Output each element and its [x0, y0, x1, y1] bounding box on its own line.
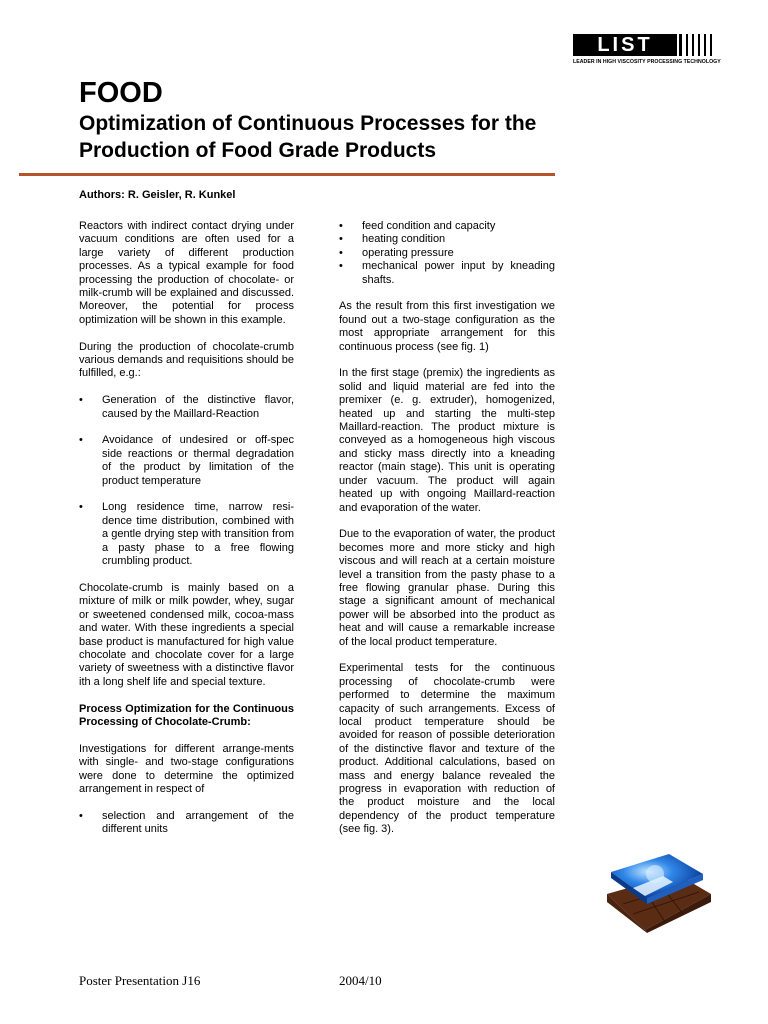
title-divider: [19, 173, 555, 176]
list-item: • operating pressure: [339, 246, 454, 259]
chocolate-product-image: [603, 848, 713, 933]
authors-line: Authors: R. Geisler, R. Kunkel: [79, 189, 236, 201]
footer-date: 2004/10: [339, 973, 382, 988]
left-column: [79, 220, 294, 850]
criteria-list-continued: [339, 220, 555, 287]
crumb-paragraph: Chocolate-crumb is mainly based on a mixture of milk or milk powder, whey, sugar or sweetened condensed milk, cocoa-mass and water. With these ingredients a special base product is manufactured for high value chocolate and chocolate cover for a large variety of sweetness with a distinctive flavor ith a long shelf life and special texture.: [79, 581, 294, 688]
result-paragraph: As the result from this first investigation we found out a two-stage configuration as the most appropriate arrangement for this continuous process (see fig. 1): [339, 300, 555, 353]
experimental-paragraph: Experimental tests for the continuous processing of chocolate-crumb were performed to determine the maximum capacity of such arrangements. Excess of local product temperature should be avoided for reason of possible deterioration of the distinctive flavor and texture of the product. Additional calculations, based on mass and energy balance revealed the progress in evaporation with reduction of the product moisture and the local dependency of the product temperature (see fig. 3).: [339, 662, 555, 836]
list-item: • mechanical power input by kneading shafts.: [339, 260, 555, 286]
category-title: FOOD: [79, 77, 163, 109]
footer-label: Poster Presentation J16: [79, 973, 201, 988]
list-item: • feed condition and capacity: [339, 220, 496, 232]
requirements-list: [79, 394, 294, 568]
logo-bars-graphic: [679, 34, 712, 56]
criteria-list: [79, 810, 294, 837]
list-item: • heating condition: [339, 233, 446, 246]
section-text: Investigations for different arrange-ments with single- and two-stage configurations were done to determine the optimized arrangement in respect of: [79, 742, 294, 795]
section-heading: Process Optimization for the Continuous Processing of Chocolate-Crumb:: [79, 702, 294, 728]
list-logo: [573, 34, 733, 68]
right-column: [339, 220, 555, 850]
logo-tagline: LEADER IN HIGH VISCOSITY PROCESSING TECHNOLOGY: [573, 59, 721, 65]
first-stage-paragraph: In the first stage (premix) the ingredients as solid and liquid material are fed into the premixer (e. g. extruder), homogenized, heated up and starting the multi-step Maillard-reaction. The product mixture is conveyed as a homogeneous high viscous and sticky mass directly into a kneading reactor (main stage). This unit is operating under vacuum. The product will again heated up with ongoing Maillard-reaction and evaporation of the water.: [339, 367, 555, 514]
intro-paragraph: Reactors with indirect contact drying under vacuum conditions are often used for a large variety of different production processes. As a typical example for food processing the production of chocolate- or milk-crumb will be explained and discussed. Moreover, the potential for process optimization will be shown in this example.: [79, 220, 294, 326]
list-item: • selection and arrangement of the different units: [79, 809, 294, 836]
evaporation-paragraph: Due to the evaporation of water, the product becomes more and more sticky and high viscous and will reach at a certain moisture level a transition from the pasty phase to a free flowing granular phase. During this stage a significant amount of mechanical power will be absorbed into the product as heat and will cause a remarkable increase of the local product temperature.: [339, 528, 555, 648]
list-item: • Generation of the distinctive flavor, caused by the Maillard-Reaction: [79, 394, 294, 420]
document-title: Optimization of Continuous Processes for the Production of Food Grade Products: [79, 112, 537, 162]
list-item: • Long residence time, narrow resi-dence time distribution, combined with a gentle drying step with transition from a pasty phase to a free flowing crumbling product.: [79, 501, 294, 568]
requirements-intro: During the production of chocolate-crumb various demands and requisitions should be fulfilled, e.g.:: [79, 340, 294, 380]
logo-wordmark: LIST: [573, 34, 677, 56]
list-item: • Avoidance of undesired or off-spec side reactions or thermal degradation of the product by limitation of the product temperature: [79, 434, 294, 487]
